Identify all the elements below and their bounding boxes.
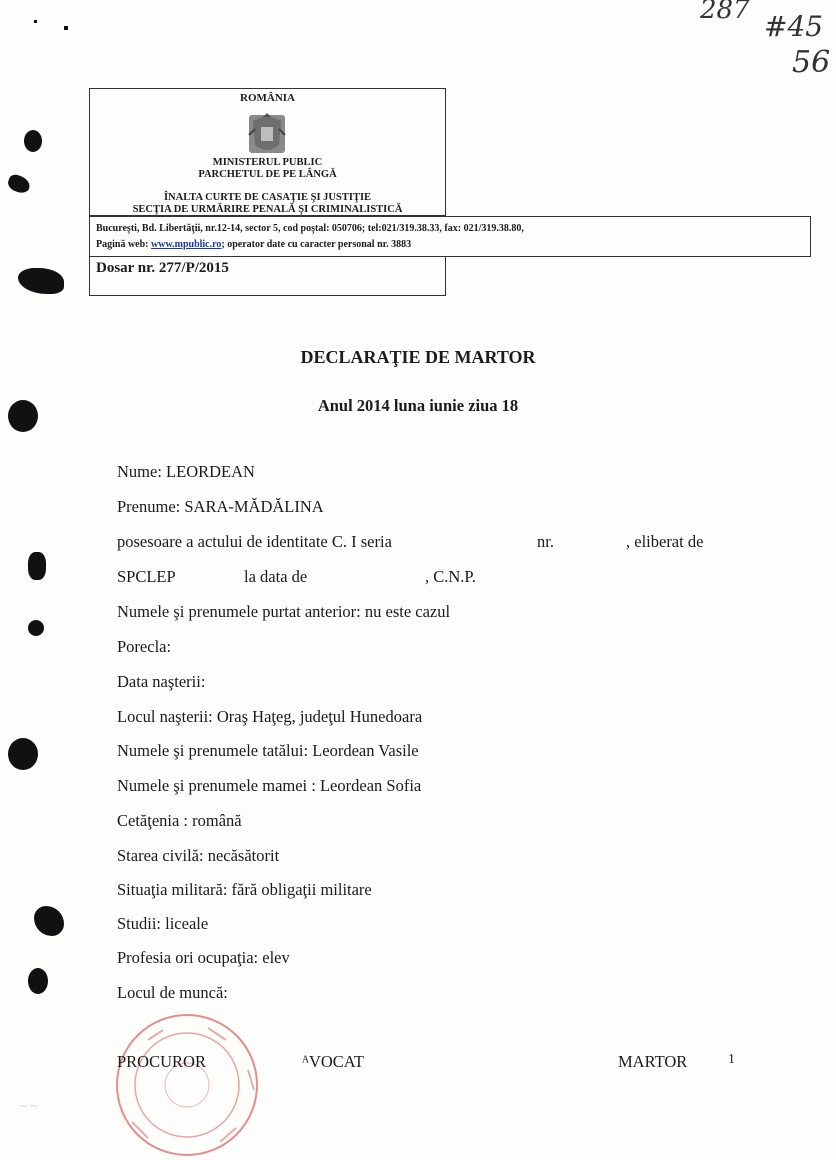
case-number: Dosar nr. 277/P/2015	[89, 257, 446, 296]
punch-hole	[6, 173, 32, 196]
field-tatal: Numele şi prenumele tatălui: Leordean Vasile	[117, 741, 419, 760]
field-locul-nasterii: Locul naşterii: Oraş Haţeg, judeţul Hunedoara	[117, 707, 423, 726]
address-block	[89, 216, 811, 257]
handwritten-numbers	[690, 0, 836, 80]
speck	[64, 26, 68, 30]
field-cetatenia: Cetăţenia : română	[117, 811, 242, 830]
field-nume: Nume: LEORDEAN	[117, 462, 255, 481]
field-nume-anterior: Numele şi prenumele purtat anterior: nu este cazul	[117, 602, 451, 621]
signature-martor: MARTOR	[618, 1052, 688, 1071]
letterhead-line: PARCHETUL DE PE LÂNGĂ	[198, 169, 337, 180]
field-spclep: SPCLEP	[117, 567, 176, 586]
field-situatia-militara: Situaţia militară: fără obligaţii militare	[117, 880, 372, 899]
website-link[interactable]: www.mpublic.ro	[151, 239, 222, 250]
page-number: 1	[728, 1052, 735, 1067]
coat-of-arms-icon	[245, 109, 289, 155]
letterhead-line: SECŢIA DE URMĂRIRE PENALĂ ŞI CRIMINALISTICĂ	[132, 204, 403, 215]
punch-hole	[28, 552, 46, 580]
field-prenume: Prenume: SARA-MĂDĂLINA	[117, 497, 324, 516]
letterhead-line: MINISTERUL PUBLIC	[212, 157, 323, 168]
punch-hole	[28, 968, 48, 994]
letterhead-country: ROMÂNIA	[240, 92, 295, 104]
punch-hole	[8, 738, 38, 770]
field-data-eliberare: la data de	[244, 567, 308, 586]
field-starea-civila: Starea civilă: necăsătorit	[117, 846, 280, 865]
speck	[34, 20, 37, 23]
letterhead-line: ÎNALTA CURTE DE CASAŢIE ŞI JUSTIŢIE	[163, 192, 372, 203]
signature-procuror: PROCUROR	[117, 1052, 206, 1071]
field-act-eliberat: , eliberat de	[626, 532, 704, 551]
official-stamp	[108, 1010, 266, 1160]
document-title: DECLARAŢIE DE MARTOR	[300, 347, 536, 367]
address-line: Bucureşti, Bd. Libertăţii, nr.12-14, sector 5, cod poştal: 050706; tel:021/319.38.33, fax: 021/319.38.80,	[96, 223, 524, 234]
field-porecla: Porecla:	[117, 637, 172, 656]
field-locul-de-munca: Locul de muncă:	[117, 983, 228, 1002]
signature-avocat: ᴬVOCAT	[302, 1052, 364, 1071]
field-data-nasterii: Data naşterii:	[117, 672, 206, 691]
field-mama: Numele şi prenumele mamei : Leordean Sofia	[117, 776, 422, 795]
document-date: Anul 2014 luna iunie ziua 18	[317, 396, 519, 415]
field-act-identitate: posesoare a actului de identitate C. I seria	[117, 532, 392, 551]
handwritten-287: 287	[700, 0, 750, 25]
handwritten-445: #45	[764, 10, 824, 43]
field-act-nr: nr.	[537, 532, 554, 551]
faint-handwriting: ~ ~	[20, 1098, 38, 1113]
handwritten-56: 56	[792, 45, 831, 80]
field-cnp: , C.N.P.	[425, 567, 476, 586]
punch-hole	[24, 130, 42, 152]
web-line: Pagină web: www.mpublic.ro; operator date cu caracter personal nr. 3883	[96, 239, 412, 250]
field-profesia: Profesia ori ocupaţia: elev	[117, 948, 290, 967]
punch-hole	[28, 620, 44, 636]
letterhead	[89, 88, 446, 216]
punch-hole	[18, 268, 64, 294]
field-studii: Studii: liceale	[117, 914, 209, 933]
punch-hole	[34, 906, 64, 936]
